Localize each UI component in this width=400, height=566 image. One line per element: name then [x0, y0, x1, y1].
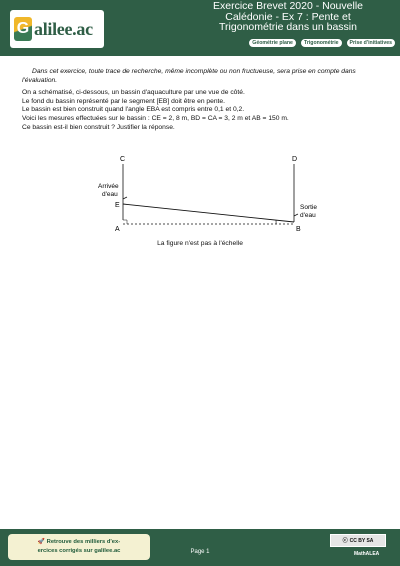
label-b: B: [296, 226, 301, 233]
title-line-3: Trigonométrie dans un bassin: [219, 21, 357, 33]
header-bar: [0, 0, 400, 56]
license-text: CC BY SA: [349, 537, 374, 544]
label-c: C: [120, 156, 126, 163]
exercise-statement: [22, 68, 384, 132]
license-badge[interactable]: [330, 534, 386, 547]
title-line-2: Calédonie - Ex 7 : Pente et: [225, 10, 351, 23]
cc-icon: ⓒ: [342, 538, 348, 544]
galilee-logo[interactable]: [10, 10, 104, 48]
label-sortie-2: d'eau: [300, 212, 316, 219]
tag-trigonometrie[interactable]: Trigonométrie: [300, 38, 343, 48]
right-angle-a: [123, 220, 127, 224]
promo-text-1: Retrouve des milliers d'ex-: [46, 539, 121, 545]
topic-tags: [248, 38, 396, 48]
statement-line-5: Ce bassin est-il bien construit ? Justifier la réponse.: [22, 123, 175, 131]
statement-line-2: Le fond du bassin représenté par le segment [EB] doit être en pente.: [22, 97, 225, 105]
outlet-mark: [294, 214, 298, 216]
label-d: D: [292, 156, 298, 163]
tag-geometrie-plane[interactable]: Géométrie plane: [248, 38, 297, 48]
segment-eb: [123, 204, 294, 222]
label-sortie-1: Sortie: [300, 204, 317, 211]
page-number: Page 1: [190, 549, 210, 555]
inlet-mark: [123, 197, 127, 199]
logo-g-icon: G: [14, 17, 32, 41]
promo-line-1: [8, 538, 150, 547]
logo-text: alilee.ac: [34, 18, 93, 39]
exercise-title: [188, 1, 388, 33]
rocket-icon: 🚀: [37, 539, 47, 545]
promo-line-2: ercices corrigés sur galilee.ac: [37, 548, 121, 554]
mathalea-brand: MathALEA: [354, 551, 380, 557]
label-arrivee-2: d'eau: [102, 191, 118, 198]
title-line-1: Exercice Brevet 2020 - Nouvelle: [213, 0, 363, 12]
label-arrivee-1: Arrivée: [98, 183, 119, 190]
label-e: E: [115, 202, 120, 209]
intro-note: Dans cet exercice, toute trace de recherche, même incomplète ou non fructueuse, sera prise en compte dans l'évaluation.: [22, 68, 356, 84]
tag-prise-initiatives[interactable]: Prise d'initiatives: [346, 38, 396, 48]
label-a: A: [115, 226, 120, 233]
statement-line-4: Voici les mesures effectuées sur le bassin : CE = 2, 8 m, BD = CA = 3, 2 m et AB = 150 m.: [22, 114, 289, 122]
statement-line-1: On a schématisé, ci-dessous, un bassin d'aquaculture par une vue de côté.: [22, 89, 245, 97]
promo-box[interactable]: [8, 534, 150, 560]
figure-caption: La figure n'est pas à l'échelle: [157, 240, 243, 247]
statement-line-3: Le bassin est bien construit quand l'angle EBA est compris entre 0,1 et 0,2.: [22, 106, 245, 114]
